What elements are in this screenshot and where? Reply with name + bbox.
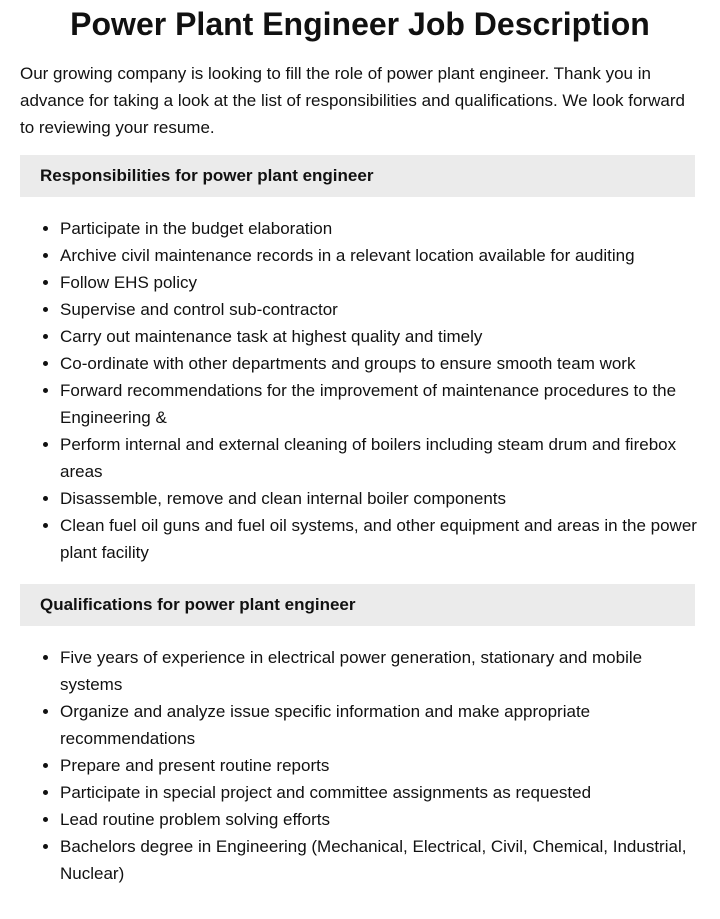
list-item: • Disassemble, remove and clean internal boiler components	[60, 485, 700, 512]
list-item: • Archive civil maintenance records in a relevant location available for auditing	[60, 242, 700, 269]
list-item: • Supervise and control sub-contractor	[60, 296, 700, 323]
list-item: • Co-ordinate with other departments and groups to ensure smooth team work	[60, 350, 700, 377]
list-item: • Forward recommendations for the improvement of maintenance procedures to the Engineering &	[60, 377, 700, 431]
list-item: • Organize and analyze issue specific information and make appropriate recommendations	[60, 698, 700, 752]
list-item: • Carry out maintenance task at highest quality and timely	[60, 323, 700, 350]
list-item: • Perform internal and external cleaning of boilers including steam drum and firebox areas	[60, 431, 700, 485]
intro-paragraph: Our growing company is looking to fill the role of power plant engineer. Thank you in advance for taking a look at the list of responsibilities and qualifications. We look forward to reviewing your resume.	[20, 64, 685, 137]
qualifications-list	[20, 644, 700, 887]
list-item: • Lead routine problem solving efforts	[60, 806, 700, 833]
page-title: Power Plant Engineer Job Description	[70, 6, 650, 42]
list-item: • Clean fuel oil guns and fuel oil systems, and other equipment and areas in the power plant facility	[60, 512, 700, 566]
responsibilities-list	[20, 215, 700, 566]
responsibilities-heading: Responsibilities for power plant engineer	[20, 155, 695, 197]
qualifications-heading: Qualifications for power plant engineer	[20, 584, 695, 626]
list-item: • Follow EHS policy	[60, 269, 700, 296]
list-item: • Prepare and present routine reports	[60, 752, 700, 779]
list-item: • Bachelors degree in Engineering (Mechanical, Electrical, Civil, Chemical, Industrial, Nuclear)	[60, 833, 700, 887]
list-item: • Five years of experience in electrical power generation, stationary and mobile systems	[60, 644, 700, 698]
list-item: • Participate in the budget elaboration	[60, 215, 700, 242]
list-item: • Participate in special project and committee assignments as requested	[60, 779, 700, 806]
